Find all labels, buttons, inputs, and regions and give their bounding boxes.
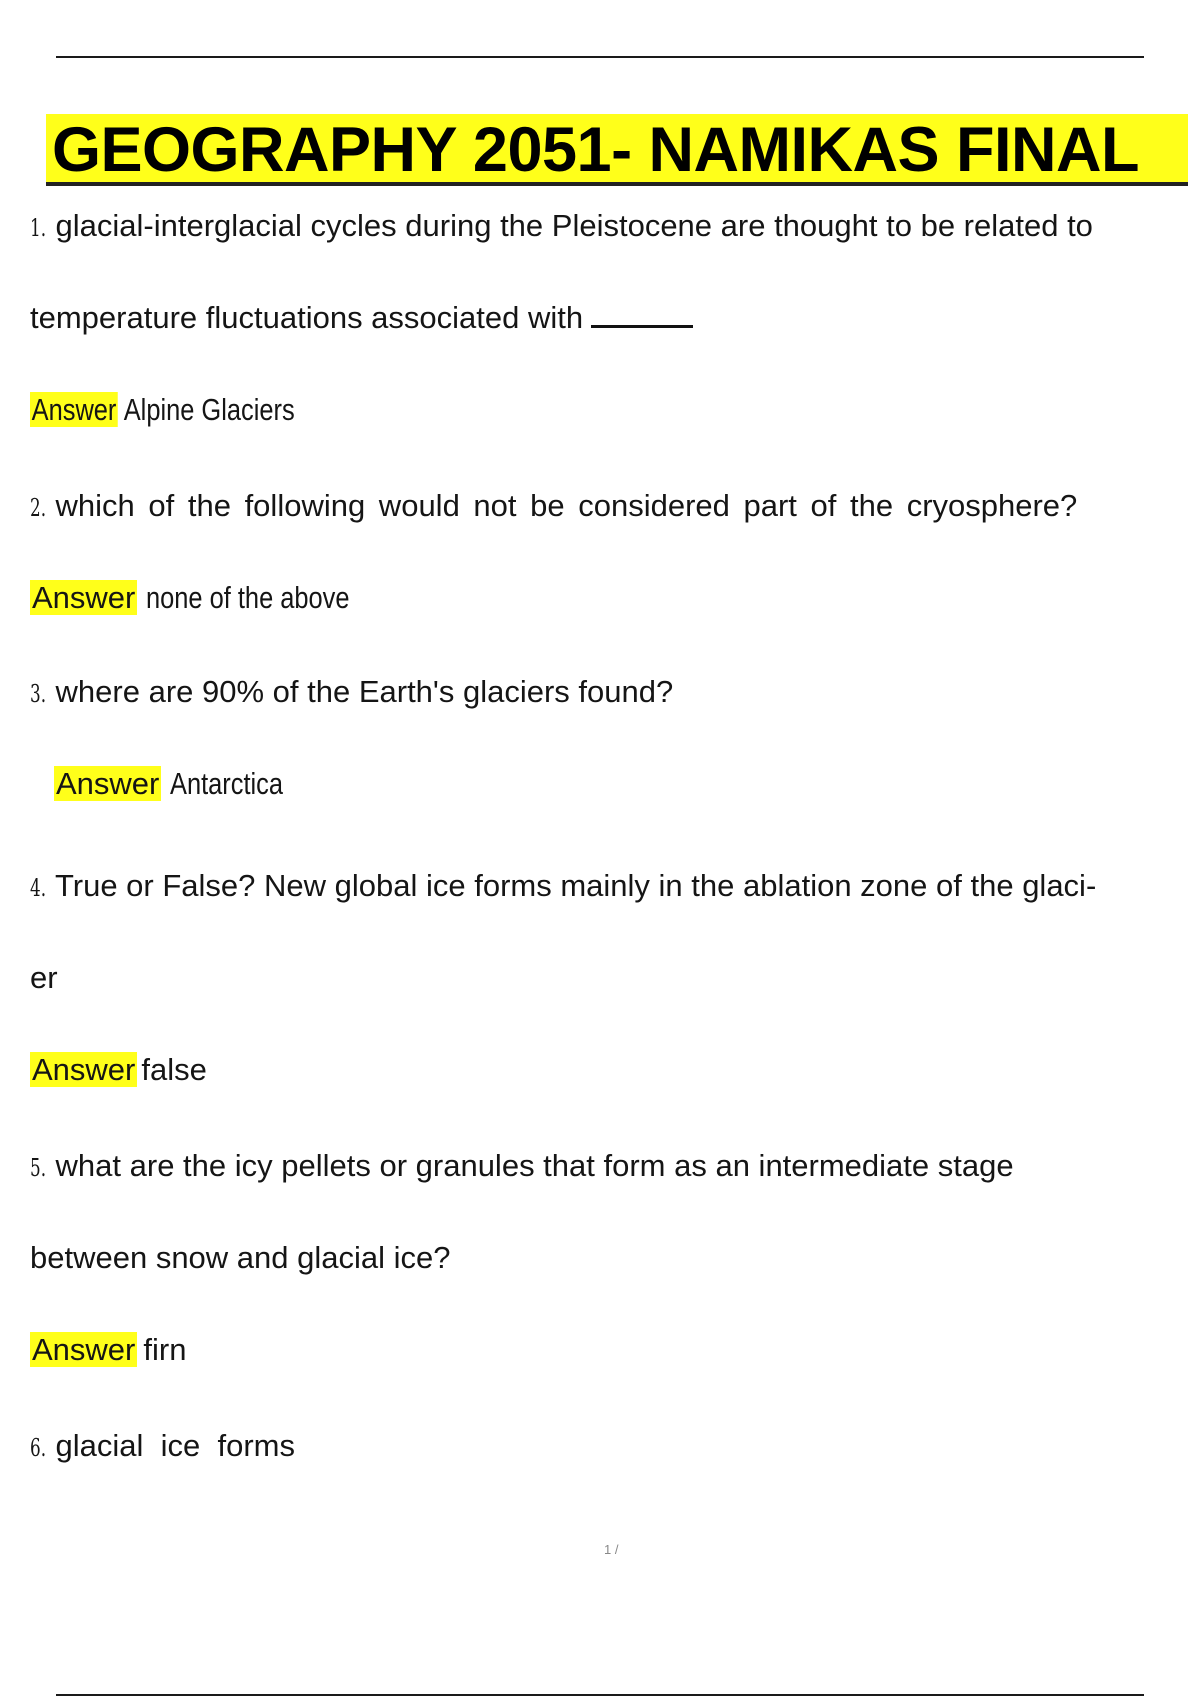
question-text: True or False? New global ice forms mainly in the ablation zone of the glaci-: [54, 868, 1097, 903]
question-number: 6.: [30, 1434, 47, 1462]
question-number: 2.: [30, 494, 47, 522]
answer-text: Antarctica: [170, 766, 284, 801]
question-text: er: [30, 960, 58, 995]
answer-text: Alpine Glaciers: [123, 392, 295, 427]
answer-label: Answer: [32, 1332, 136, 1367]
question-3: [30, 674, 673, 712]
answer-blank: [591, 301, 693, 328]
question-text: which of the following would not be considered part of the cryosphere?: [55, 488, 1078, 523]
question-1-continued: [30, 300, 693, 336]
page-number: 1 /: [604, 1542, 619, 1557]
answer-label: Answer: [31, 392, 117, 427]
answer-text: firn: [143, 1332, 187, 1367]
answer-text: none of the above: [146, 580, 350, 615]
question-number: 5.: [30, 1154, 47, 1182]
question-text: glacial ice forms: [55, 1428, 295, 1463]
answer-text: false: [141, 1052, 207, 1087]
answer-label: Answer: [32, 580, 136, 615]
page-title: GEOGRAPHY 2051- NAMIKAS FINAL: [52, 115, 1140, 185]
title-highlight: [46, 114, 1188, 186]
answer-1: [30, 392, 353, 428]
question-5-continued: [30, 1240, 451, 1276]
answer-label: Answer: [56, 766, 160, 801]
question-text: where are 90% of the Earth's glaciers found?: [55, 674, 674, 709]
answer-label: Answer: [32, 1052, 136, 1087]
question-text: temperature fluctuations associated with: [30, 300, 584, 335]
answer-5: [30, 1332, 186, 1368]
top-rule: [56, 56, 1144, 58]
question-6: [30, 1428, 295, 1466]
question-number: 4.: [30, 874, 47, 902]
question-1: [30, 208, 1093, 246]
question-text: glacial-interglacial cycles during the Pleistocene are thought to be related to: [55, 208, 1093, 243]
answer-2: [30, 580, 394, 616]
question-2: [30, 488, 1077, 526]
question-text: between snow and glacial ice?: [30, 1240, 451, 1275]
question-5: [30, 1148, 1014, 1186]
answer-4: [30, 1052, 207, 1088]
question-text: what are the icy pellets or granules that form as an intermediate stage: [55, 1148, 1014, 1183]
question-number: 3.: [30, 680, 47, 708]
bottom-rule: [56, 1694, 1144, 1696]
question-4: [30, 868, 1096, 906]
question-number: 1.: [30, 214, 47, 242]
answer-3: [54, 766, 308, 802]
question-4-continued: [30, 960, 58, 996]
